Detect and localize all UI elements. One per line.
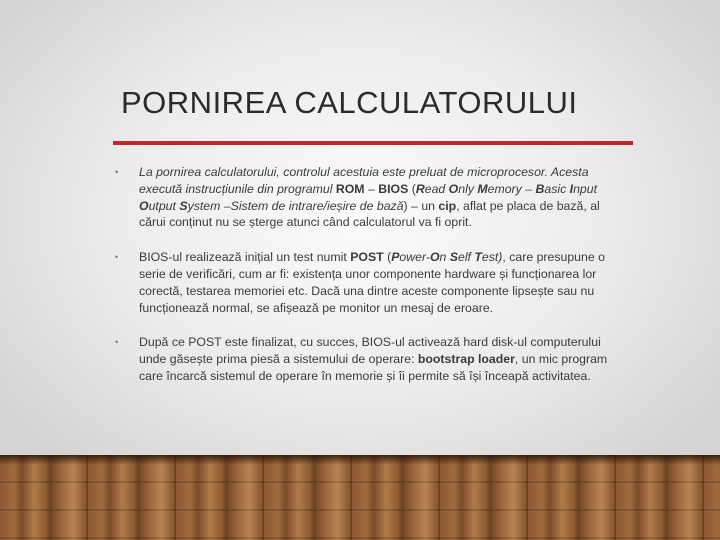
bullet-marker: • (115, 167, 119, 177)
text-run: , un mic program care încarcă sistemul de operare în memorie și îi permite să își înceapă activitatea. (139, 352, 608, 383)
text-run: est) (481, 250, 503, 265)
text-run: ( (408, 181, 416, 196)
text-run: , care presupune o serie de verificări, cum ar fi: existența unor componente hardware și funcționarea lor corectă, testarea memoriei etc. Dacă una dintre aceste componente lipsește sau nu funcționează normal, se afișează pe monitor un mesaj de eroare. (139, 250, 605, 315)
text-run: emory – (487, 181, 536, 196)
text-run: La pornirea calculatorului, controlul acestuia este preluat de microprocesor. Acesta execută instrucțiunile din programul (139, 165, 589, 196)
text-run: BIOS (378, 181, 409, 196)
text-run: ROM (335, 181, 365, 196)
text-run: cip (438, 198, 457, 213)
bullet-item-1 (112, 164, 622, 231)
text-run: ) – un (403, 198, 439, 213)
text-run: POST (350, 250, 384, 265)
bullet-item-3 (112, 334, 622, 384)
slide-title: PORNIREA CALCULATORULUI (121, 84, 578, 120)
text-run: ead (424, 181, 449, 196)
text-run: n (439, 250, 450, 265)
text-run: După ce POST este finalizat, cu succes, BIOS-ul activează hard disk-ul computerului unde găsește prima piesă a sistemului de operare: (139, 335, 601, 367)
text-run: utput (148, 198, 180, 213)
text-run: S (179, 198, 188, 213)
text-run: ystem –Sistem de intrare/ieșire de bază (187, 198, 404, 213)
text-run: BIOS-ul realizează inițial un test numit (139, 250, 351, 265)
text-run: nly (458, 181, 478, 196)
text-run: – (364, 181, 379, 196)
text-run: S (449, 250, 458, 265)
wooden-floor-decoration (0, 455, 720, 540)
text-run: R (415, 181, 425, 196)
title-underline (113, 141, 633, 145)
text-run: B (535, 181, 545, 196)
text-run: I (569, 181, 574, 196)
bullet-marker: • (115, 337, 119, 348)
bullet-list (112, 164, 622, 403)
bullet-item-2 (112, 249, 622, 316)
text-run: O (139, 198, 149, 213)
text-run: , aflat pe placa de bază, al cărui conținut nu se șterge atunci când calculatorul va fi oprit. (139, 198, 600, 230)
text-run: O (429, 250, 440, 265)
text-run: asic (544, 181, 570, 196)
text-run: P (391, 250, 400, 265)
text-run: bootstrap loader (417, 352, 515, 367)
bullet-text-1 (139, 165, 600, 229)
text-run: ower- (399, 250, 430, 265)
bullet-marker: • (115, 252, 119, 263)
text-run: ( (383, 250, 392, 265)
bullet-text-2 (139, 250, 605, 314)
text-run: O (448, 181, 459, 196)
text-run: elf (457, 250, 475, 265)
bullet-text-3 (139, 335, 607, 383)
text-run: M (477, 181, 488, 196)
text-run: nput (573, 181, 598, 196)
text-run: T (474, 250, 482, 265)
